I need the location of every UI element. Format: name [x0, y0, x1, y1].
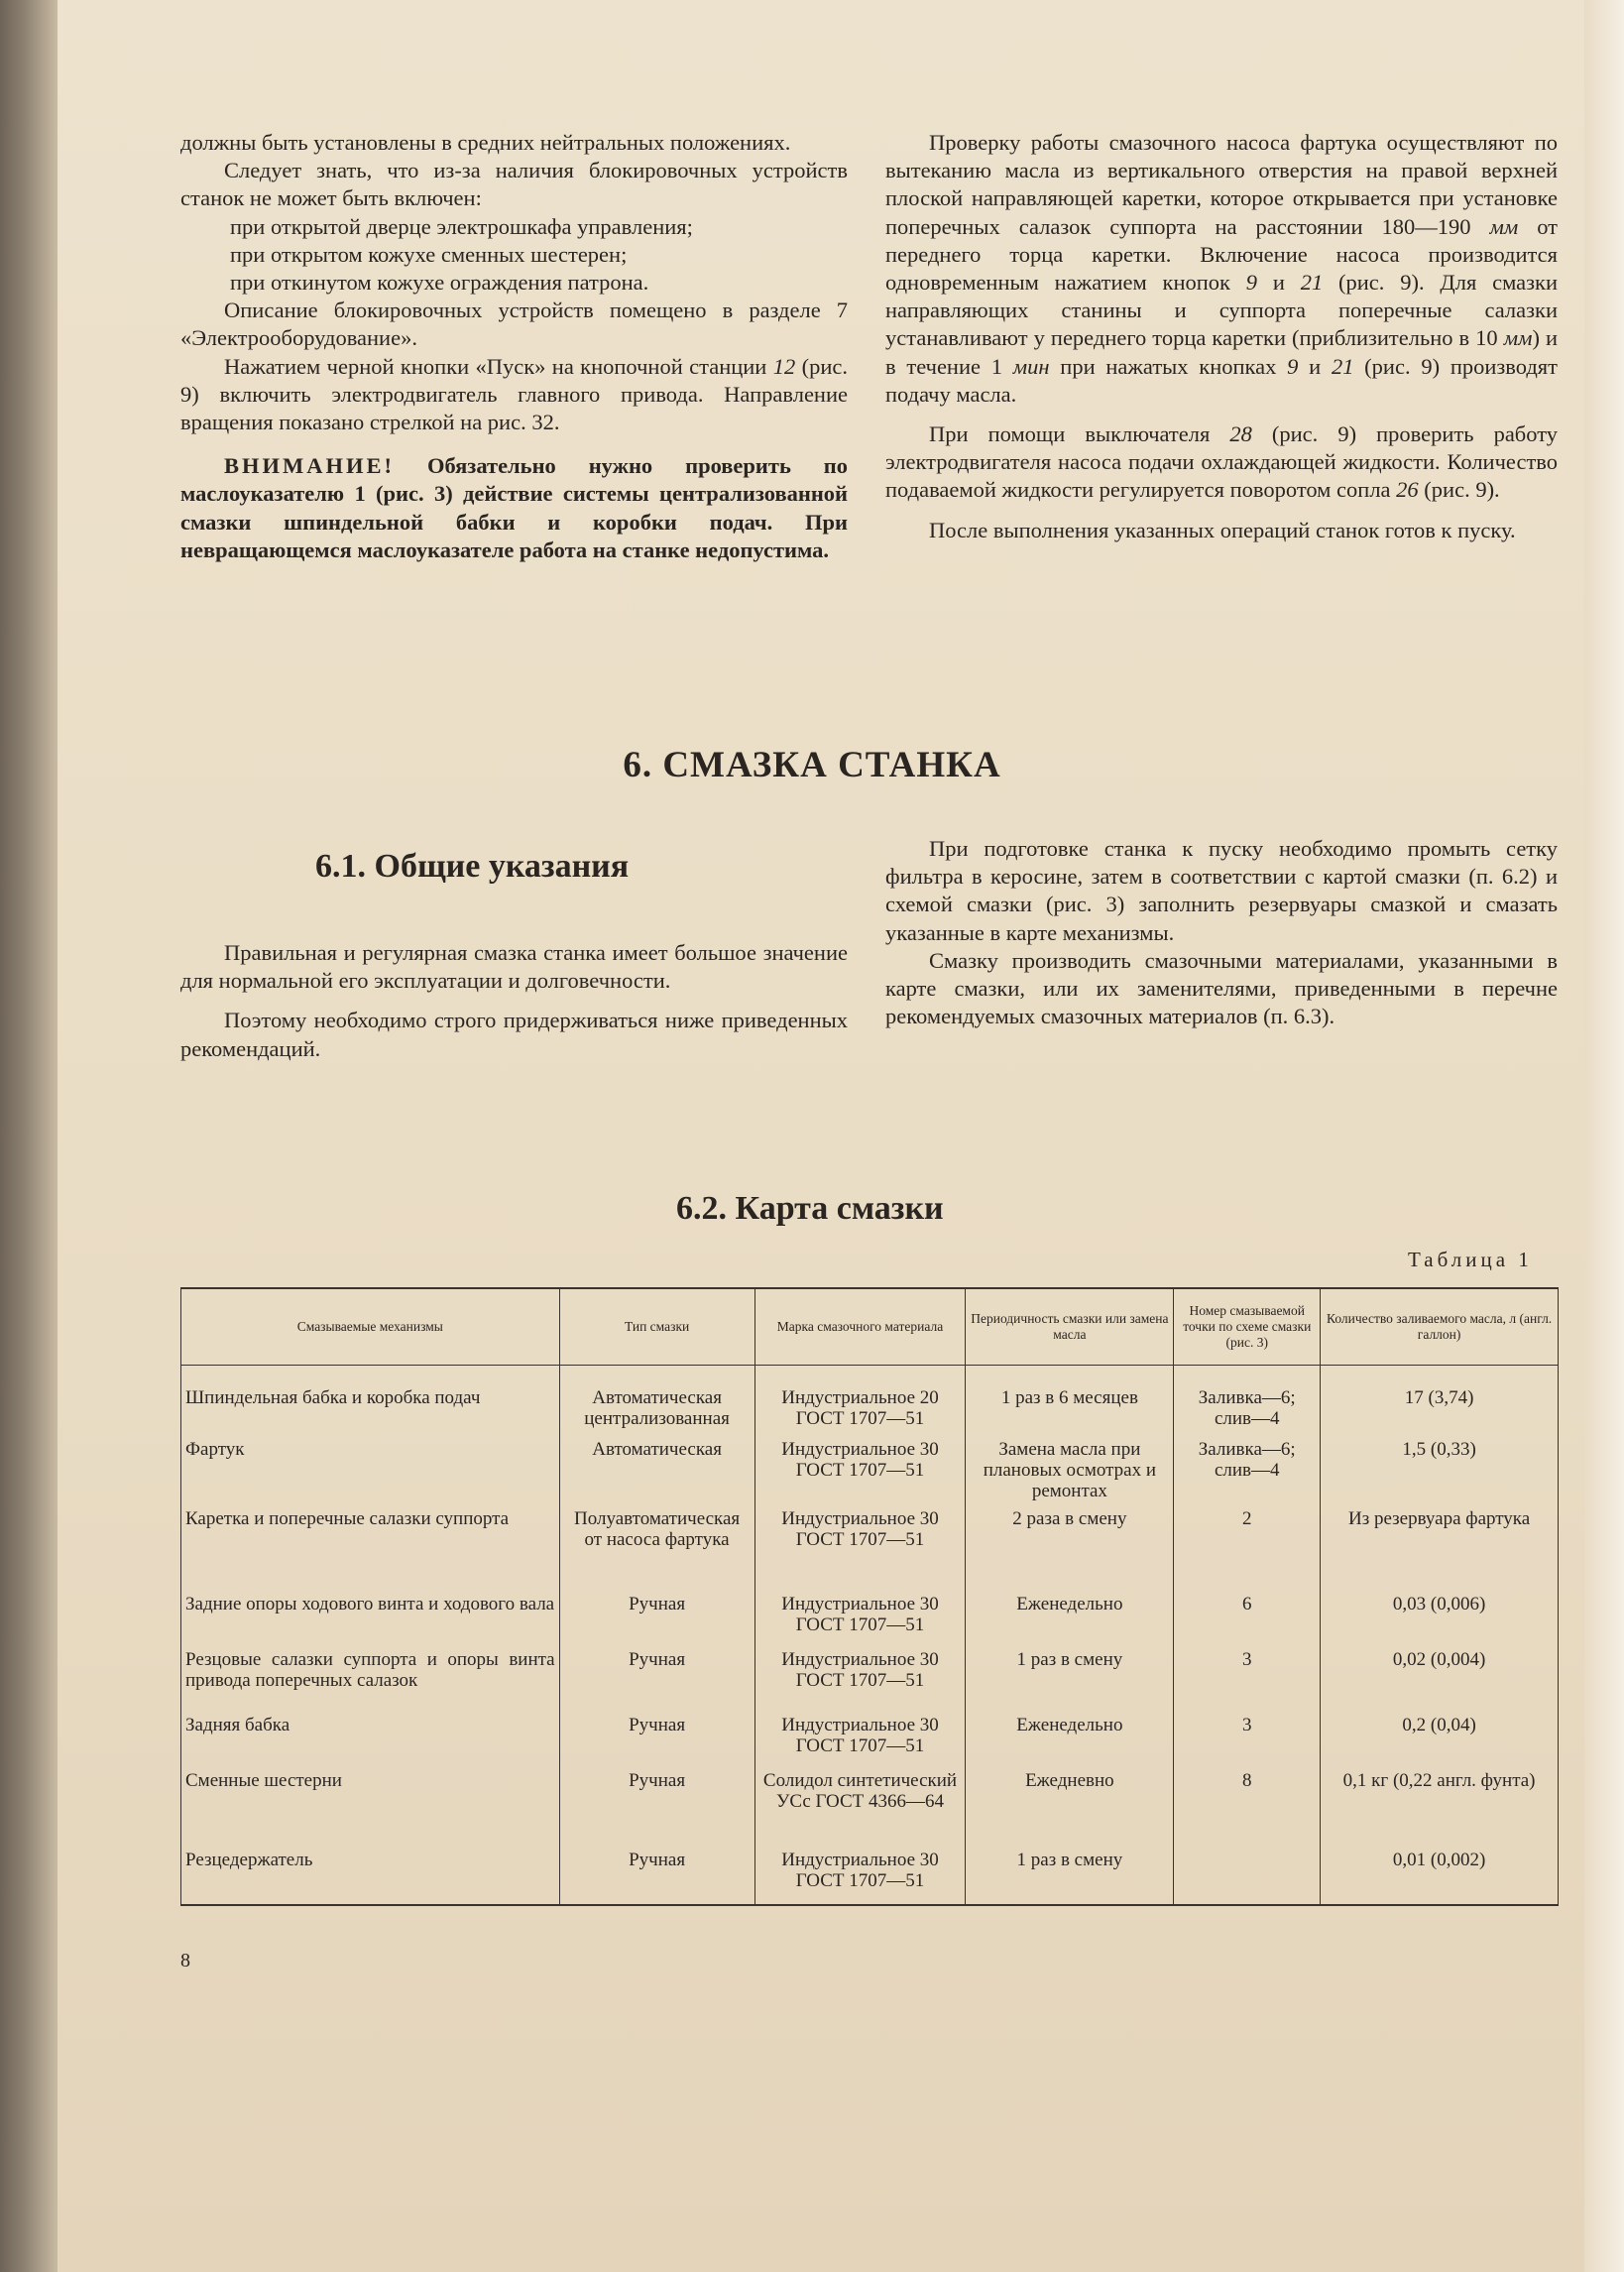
table-cell: 0,02 (0,004): [1321, 1649, 1559, 1715]
paragraph: должны быть установлены в средних нейтральных положениях.: [180, 130, 791, 155]
table-cell: Автоматическая централизованная: [559, 1366, 754, 1439]
list-item: при открытой дверце электрошкафа управления;: [230, 213, 693, 239]
left-column-61: [180, 939, 848, 1063]
table-cell: Индустриальное 30 ГОСТ 1707—51: [754, 1850, 966, 1905]
table-cell: 1 раз в смену: [966, 1850, 1174, 1905]
section-title: 6. СМАЗКА СТАНКА: [623, 745, 1001, 785]
paragraph: При подготовке станка к пуску необходимо промыть сетку фильтра в керосине, затем в соответствии с картой смазки (п. 6.2) и схемой смазки (рис. 3) заполнить резервуары смазкой и смазать указанные в карте механизмы.: [885, 836, 1558, 945]
table-cell: Ручная: [559, 1770, 754, 1850]
table-cell: Шпиндельная бабка и коробка подач: [181, 1366, 560, 1439]
warning-label: ВНИМАНИЕ!: [224, 453, 395, 479]
table-cell: Заливка—6; слив—4: [1174, 1439, 1321, 1508]
paragraph: После выполнения указанных операций станок готов к пуску.: [929, 517, 1516, 542]
table-cell: Ручная: [559, 1715, 754, 1770]
right-column: [885, 129, 1558, 544]
table-cell: 2: [1174, 1508, 1321, 1594]
paragraph: Нажатием черной кнопки «Пуск» на кнопочной станции 12 (рис. 9) включить электродвигатель главного привода. Направление вращения показано стрелкой на рис. 32.: [180, 353, 848, 435]
table-cell: Задние опоры ходового винта и ходового вала: [181, 1594, 560, 1649]
table-cell: Каретка и поперечные салазки суппорта: [181, 1508, 560, 1594]
subsection-title: 6.2. Карта смазки: [676, 1190, 944, 1227]
table-cell: Индустриальное 30 ГОСТ 1707—51: [754, 1439, 966, 1508]
table-cell: 6: [1174, 1594, 1321, 1649]
table-row: [181, 1508, 1559, 1594]
table-cell: 0,1 кг (0,22 англ. фунта): [1321, 1770, 1559, 1850]
page-number: 8: [180, 1950, 190, 1972]
table-cell: Ручная: [559, 1649, 754, 1715]
paragraph: Поэтому необходимо строго придерживаться ниже приведенных рекомендаций.: [180, 1008, 848, 1061]
column-header: Номер смазываемой точки по схеме смазки (рис. 3): [1174, 1288, 1321, 1366]
table-cell: Из резервуара фартука: [1321, 1508, 1559, 1594]
table-cell: Еженедельно: [966, 1594, 1174, 1649]
table-cell: 3: [1174, 1715, 1321, 1770]
table-row: [181, 1594, 1559, 1649]
table-cell: Индустриальное 30 ГОСТ 1707—51: [754, 1594, 966, 1649]
paragraph: При помощи выключателя 28 (рис. 9) проверить работу электродвигателя насоса подачи охлаждающей жидкости. Количество подаваемой жидкости регулируется поворотом сопла 26 (рис. 9).: [885, 421, 1558, 503]
table-cell: Замена масла при плановых осмотрах и ремонтах: [966, 1439, 1174, 1508]
table-cell: 8: [1174, 1770, 1321, 1850]
list-item: при открытом кожухе сменных шестерен;: [230, 241, 628, 267]
right-column-61: [885, 835, 1558, 1030]
page-edge: [1584, 0, 1624, 2272]
table-cell: Резцовые салазки суппорта и опоры винта привода поперечных салазок: [181, 1649, 560, 1715]
table-cell: Полуавтоматическая от насоса фартука: [559, 1508, 754, 1594]
table-cell: Еженедельно: [966, 1715, 1174, 1770]
paragraph: Смазку производить смазочными материалами, указанными в карте смазки, или их заменителями, приведенными в перечне рекомендуемых смазочных материалов (п. 6.3).: [885, 947, 1558, 1029]
paragraph: Проверку работы смазочного насоса фартука осуществляют по вытеканию масла из вертикального отверстия на правой верхней плоской направляющей каретки, которое открывается при установке поперечных салазок суппорта на расстоянии 180—190 мм от переднего торца каретки. Включение насоса производится одновременным нажатием кнопок 9 и 21 (рис. 9). Для смазки направляющих станины и суппорта поперечные салазки устанавливают у переднего торца каретки (приблизительно в 10 мм) и в течение 1 мин при нажатых кнопках 9 и 21 (рис. 9) производят подачу масла.: [885, 130, 1559, 407]
table-row: [181, 1715, 1559, 1770]
table-cell: Ежедневно: [966, 1770, 1174, 1850]
table-cell: 2 раза в смену: [966, 1508, 1174, 1594]
left-column: [180, 129, 848, 564]
table-cell: Ручная: [559, 1594, 754, 1649]
table-cell: Солидол синтетический УСс ГОСТ 4366—64: [754, 1770, 966, 1850]
table-cell: Фартук: [181, 1439, 560, 1508]
table-cell: Автоматическая: [559, 1439, 754, 1508]
table-cell: 0,03 (0,006): [1321, 1594, 1559, 1649]
column-header: Марка смазочного материала: [754, 1288, 966, 1366]
column-header: Смазываемые механизмы: [181, 1288, 560, 1366]
table-cell: Индустриальное 30 ГОСТ 1707—51: [754, 1508, 966, 1594]
subsection-title: 6.1. Общие указания: [315, 848, 630, 885]
table-row: [181, 1649, 1559, 1715]
column-header: Периодичность смазки или замена масла: [966, 1288, 1174, 1366]
book-spine: [0, 0, 58, 2272]
table-cell: Резцедержатель: [181, 1850, 560, 1905]
table-cell: Задняя бабка: [181, 1715, 560, 1770]
table-caption: Таблица 1: [1408, 1248, 1533, 1271]
list-item: при откинутом кожухе ограждения патрона.: [230, 270, 649, 296]
table-cell: Индустриальное 30 ГОСТ 1707—51: [754, 1649, 966, 1715]
table-row: [181, 1850, 1559, 1905]
table-cell: Сменные шестерни: [181, 1770, 560, 1850]
table-row: [181, 1770, 1559, 1850]
table-cell: 17 (3,74): [1321, 1366, 1559, 1439]
table-cell: Индустриальное 20 ГОСТ 1707—51: [754, 1366, 966, 1439]
table-header-row: [181, 1288, 1559, 1366]
table-cell: Заливка—6; слив—4: [1174, 1366, 1321, 1439]
table-row: [181, 1366, 1559, 1439]
paragraph: Описание блокировочных устройств помещено в разделе 7 «Электрооборудование».: [180, 298, 848, 351]
table-row: [181, 1439, 1559, 1508]
table-cell: 1 раз в 6 месяцев: [966, 1366, 1174, 1439]
table-cell: [1174, 1850, 1321, 1905]
table-cell: 1,5 (0,33): [1321, 1439, 1559, 1508]
table-cell: 0,2 (0,04): [1321, 1715, 1559, 1770]
paragraph: Следует знать, что из-за наличия блокировочных устройств станок не может быть включен:: [180, 158, 848, 211]
table-cell: 1 раз в смену: [966, 1649, 1174, 1715]
column-header: Количество заливаемого масла, л (англ. галлон): [1321, 1288, 1559, 1366]
paragraph: Правильная и регулярная смазка станка имеет большое значение для нормальной его эксплуатации и долговечности.: [180, 940, 848, 994]
table-cell: Ручная: [559, 1850, 754, 1905]
warning-paragraph: ВНИМАНИЕ! Обязательно нужно проверить по маслоуказателю 1 (рис. 3) действие системы централизованной смазки шпиндельной бабки и коробки подач. При невращающемся маслоуказателе работа на станке недопустима.: [180, 453, 848, 562]
table-cell: Индустриальное 30 ГОСТ 1707—51: [754, 1715, 966, 1770]
lubrication-table: [180, 1287, 1559, 1906]
column-header: Тип смазки: [559, 1288, 754, 1366]
table-cell: 0,01 (0,002): [1321, 1850, 1559, 1905]
table-cell: 3: [1174, 1649, 1321, 1715]
